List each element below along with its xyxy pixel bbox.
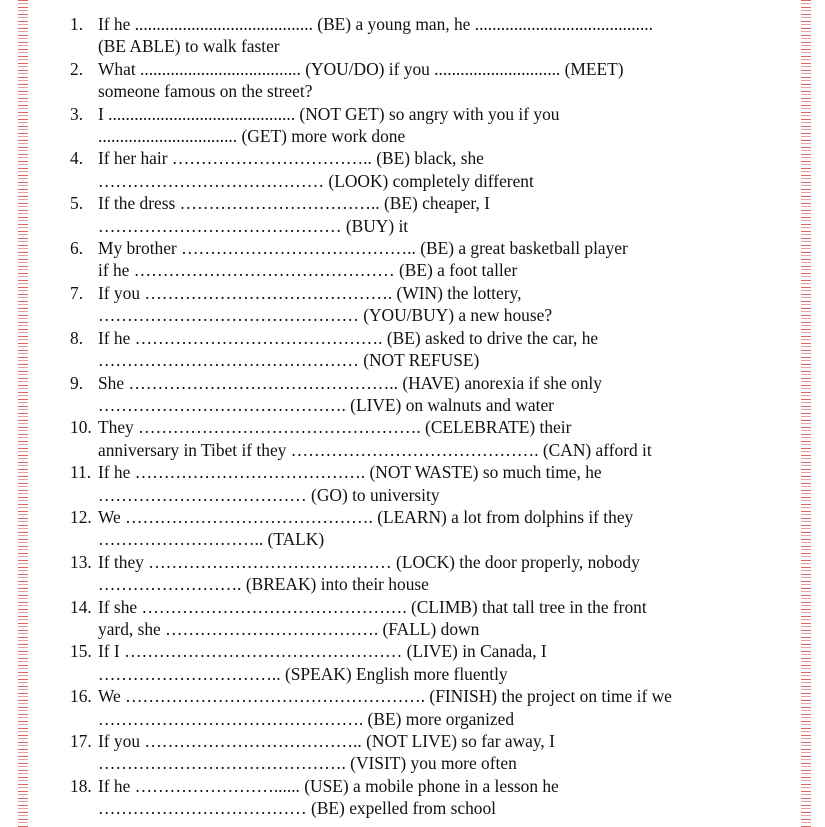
exercise-item — [70, 640, 730, 685]
item-line-1: If you ……………………………………. (WIN) the lottery, — [98, 282, 522, 303]
item-line-2: anniversary in Tibet if they ……………………………………. (CAN) afford it — [98, 439, 652, 460]
item-line-1: We ……………………………………. (LEARN) a lot from dolphins if they — [98, 506, 634, 527]
item-number: 12. — [70, 506, 92, 527]
item-line-1: My brother ………………………………….. (BE) a great basketball player — [98, 238, 628, 259]
item-number: 11. — [70, 462, 92, 483]
item-line-1: I ........................................... (NOT GET) so angry with you if you — [98, 103, 560, 124]
item-line-2: ……………………. (BREAK) into their house — [98, 574, 429, 595]
item-line-1: If the dress …………………………….. (BE) cheaper, I — [98, 193, 490, 214]
item-number: 2. — [70, 58, 84, 79]
item-line-2: ………………………………………. (BE) more organized — [98, 708, 515, 729]
item-line-2: (BE ABLE) to walk faster — [98, 36, 280, 57]
item-line-2: ……………………………………. (VISIT) you more often — [98, 753, 517, 774]
item-number: 18. — [70, 775, 92, 796]
exercise-item — [70, 551, 730, 596]
item-line-2: ………………………………… (LOOK) completely different — [98, 170, 534, 191]
item-line-1: If you ……………………………….. (NOT LIVE) so far away, I — [98, 731, 555, 751]
item-number: 16. — [70, 686, 92, 707]
item-number: 3. — [70, 103, 84, 124]
item-number: 14. — [70, 596, 92, 617]
item-line-2: ……………………….. (TALK) — [98, 529, 325, 550]
item-line-1: They …………………………………………. (CELEBRATE) their — [98, 417, 572, 438]
exercise-item — [70, 596, 730, 641]
exercise-item — [70, 58, 730, 103]
item-line-2: ……………………………………… (YOU/BUY) a new house? — [98, 305, 553, 326]
item-number: 9. — [70, 372, 84, 393]
exercise-item — [70, 730, 730, 775]
exercise-item — [70, 685, 730, 730]
item-number: 13. — [70, 551, 92, 572]
item-number: 15. — [70, 641, 92, 662]
exercise-item — [70, 327, 730, 372]
exercise-item — [70, 103, 730, 148]
item-number: 17. — [70, 731, 92, 751]
exercise-item — [70, 282, 730, 327]
item-line-2: ………………………….. (SPEAK) English more fluently — [98, 663, 508, 684]
item-number: 8. — [70, 327, 84, 348]
item-line-1: If he ……………………...... (USE) a mobile phone in a lesson he — [98, 775, 559, 796]
decorative-border-left — [18, 0, 28, 827]
item-line-2: ……………………………… (GO) to university — [98, 484, 440, 505]
item-number: 1. — [70, 14, 84, 34]
item-line-2: ……………………………………… (NOT REFUSE) — [98, 350, 480, 371]
item-line-2: ……………………………………. (LIVE) on walnuts and water — [98, 394, 554, 415]
item-line-2: …………………………………… (BUY) it — [98, 215, 409, 236]
item-number: 10. — [70, 417, 92, 438]
item-line-1: She ……………………………………….. (HAVE) anorexia if she only — [98, 372, 602, 393]
item-line-1: If he ……………………………………. (BE) asked to drive the car, he — [98, 327, 599, 348]
exercise-item — [70, 237, 730, 282]
item-number: 7. — [70, 282, 84, 303]
item-number: 5. — [70, 193, 84, 214]
item-line-1: If he ......................................... (BE) a young man, he ......................................... — [98, 14, 653, 34]
item-number: 6. — [70, 238, 84, 259]
exercise-item — [70, 461, 730, 506]
exercise-item — [70, 192, 730, 237]
item-line-1: If she ………………………………………. (CLIMB) that tall tree in the front — [98, 596, 647, 617]
item-line-1: What ..................................... (YOU/DO) if you ............................. (MEET) — [98, 58, 624, 79]
exercise-item — [70, 372, 730, 417]
item-number: 4. — [70, 148, 84, 169]
exercise-item — [70, 506, 730, 551]
item-line-2: ……………………………… (BE) expelled from school — [98, 798, 496, 819]
exercise-item — [70, 775, 730, 820]
exercise-item — [70, 147, 730, 192]
item-line-2: yard, she ………………………………. (FALL) down — [98, 618, 480, 639]
item-line-1: If I ………………………………………… (LIVE) in Canada, I — [98, 641, 547, 662]
item-line-1: If her hair …………………………….. (BE) black, she — [98, 148, 484, 169]
item-line-2: someone famous on the street? — [98, 81, 313, 102]
item-line-1: If he …………………………………. (NOT WASTE) so much time, he — [98, 462, 602, 483]
item-line-2: if he ……………………………………… (BE) a foot taller — [98, 260, 518, 281]
item-line-1: We ……………………………………………. (FINISH) the project on time if we — [98, 686, 672, 707]
exercise-item — [70, 416, 730, 461]
exercise-item — [70, 13, 730, 58]
decorative-border-right — [801, 0, 811, 827]
item-line-1: If they …………………………………… (LOCK) the door properly, nobody — [98, 551, 640, 572]
item-line-2: ................................ (GET) more work done — [98, 126, 406, 147]
exercise-list — [70, 13, 730, 820]
